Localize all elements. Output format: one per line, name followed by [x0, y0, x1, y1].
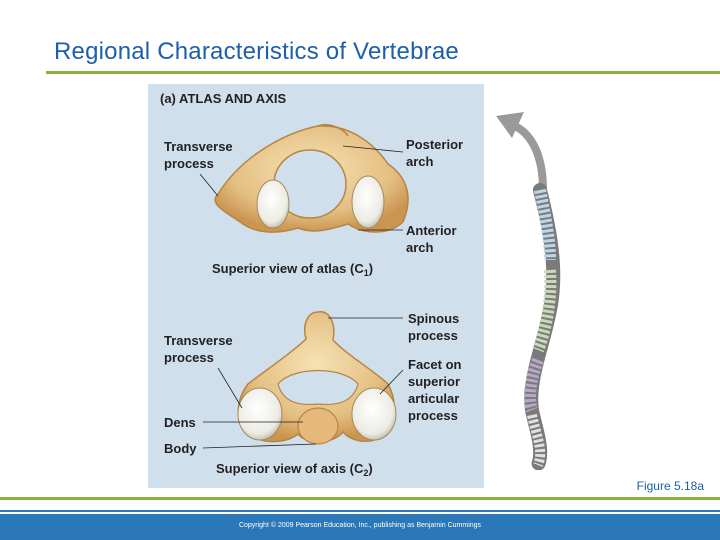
- label-atlas-anterior: Anterior arch: [406, 223, 457, 255]
- leader-axis-transverse: [218, 368, 242, 408]
- atlas-left-facet: [257, 180, 289, 228]
- label-atlas-transverse: Transverse process: [164, 139, 233, 171]
- vertebral-column: [530, 190, 553, 465]
- footer-blue-line: [0, 510, 720, 512]
- slide-title: Regional Characteristics of Vertebrae: [54, 38, 459, 65]
- leader-axis-body: [203, 444, 316, 448]
- atlas-right-facet: [352, 176, 384, 228]
- curved-arrow-icon: [510, 124, 543, 190]
- footer-green-line: [0, 497, 720, 500]
- spine-illustration: [488, 110, 578, 470]
- caption-atlas: Superior view of atlas $(C_1)$: [212, 261, 374, 278]
- axis-dens: [298, 408, 338, 444]
- axis-left-facet: [238, 388, 282, 440]
- label-axis-transverse: Transverse process: [164, 333, 233, 365]
- label-axis-facet: Facet on superior articular process: [408, 357, 462, 423]
- axis-right-facet: [352, 388, 396, 440]
- label-axis-dens: Dens: [164, 415, 196, 430]
- label-atlas-posterior: Posterior arch: [406, 137, 464, 169]
- label-axis-body: Body: [164, 441, 197, 456]
- caption-axis: Superior view of axis $(C_2)$: [216, 461, 373, 478]
- leader-atlas-transverse: [200, 174, 218, 196]
- title-underline: [46, 71, 720, 74]
- panel-heading: (a) ATLAS AND AXIS: [160, 91, 287, 106]
- copyright-text: Copyright © 2009 Pearson Education, Inc., publishing as Benjamin Cummings: [238, 522, 482, 529]
- figure-reference: Figure 5.18a: [636, 479, 704, 493]
- label-axis-spinous: Spinous process: [408, 311, 460, 343]
- figure-panel: [148, 84, 484, 488]
